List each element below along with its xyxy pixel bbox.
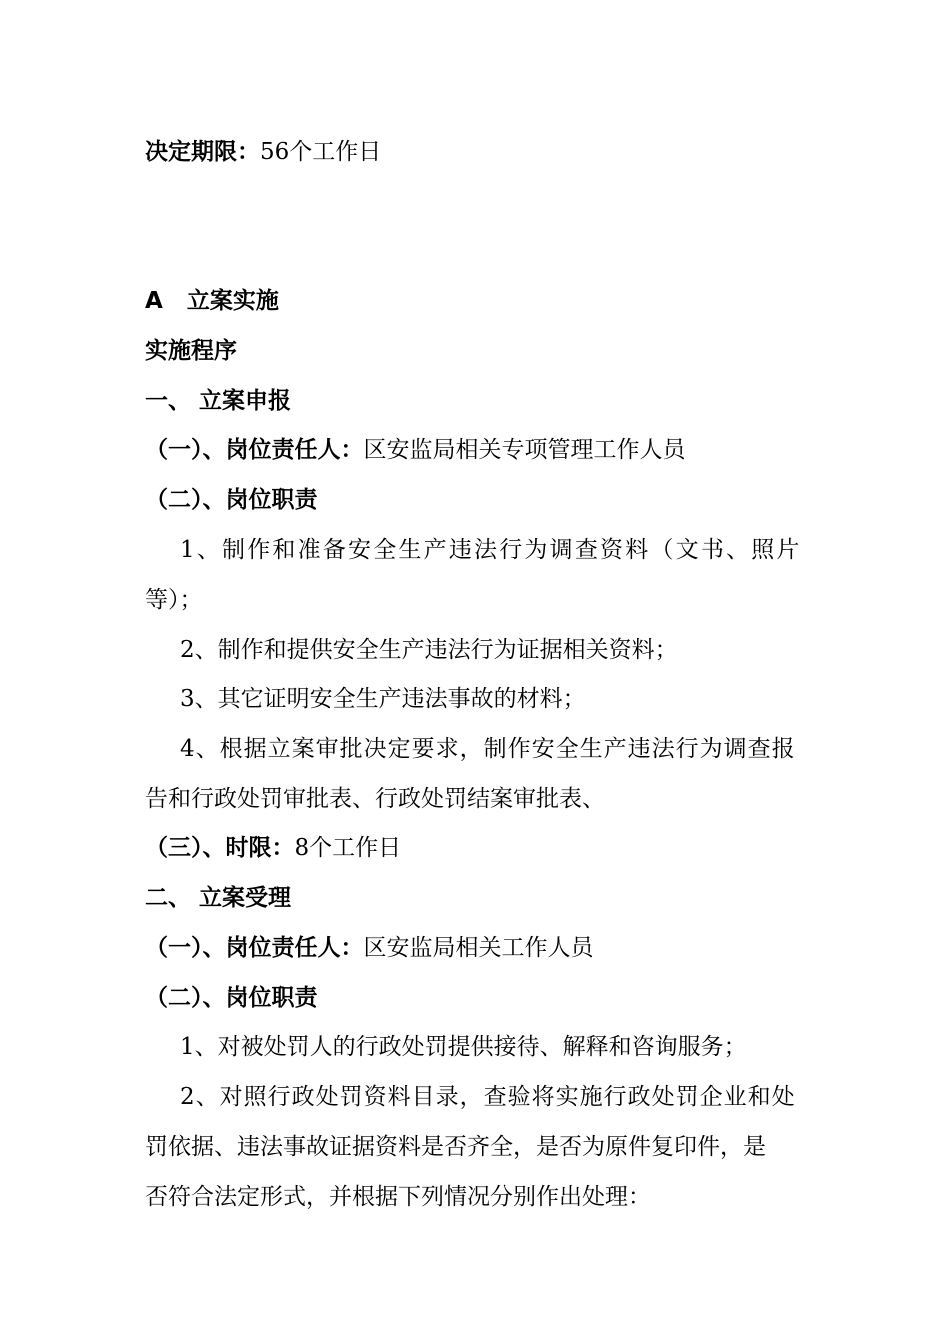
step1-item-4-cont: 告和行政处罚审批表、行政处罚结案审批表、 [145, 786, 605, 812]
step1-resp-value: 区安监局相关专项管理工作人员 [363, 437, 686, 463]
step2-resp-value: 区安监局相关工作人员 [363, 935, 594, 961]
step2-heading: 二、 立案受理 [145, 885, 292, 911]
step1-time-label: （三）、时限： [145, 835, 295, 861]
section-a-heading [145, 285, 810, 317]
step1-time-value: 8个工作日 [294, 835, 402, 861]
section-title: 立案实施 [186, 288, 279, 314]
step2-item-2-cont: 罚依据、违法事故证据资料是否齐全，是否为原件复印件，是 [145, 1134, 766, 1160]
deadline-label: 决定期限： [145, 139, 260, 165]
procedure-title: 实施程序 [145, 338, 237, 364]
section-letter: A [145, 288, 163, 314]
step2-item-2-cont2: 否符合法定形式，并根据下列情况分别作出处理： [145, 1184, 651, 1210]
step2-item-1: 1、对被处罚人的行政处罚提供接待、解释和咨询服务； [180, 1034, 747, 1060]
step1-time [145, 832, 810, 864]
step1-duty-label: （二）、岗位职责 [145, 487, 318, 513]
deadline-line [145, 136, 810, 168]
step2-duty-label: （二）、岗位职责 [145, 985, 318, 1011]
step1-item-1-cont: 等）； [145, 587, 203, 613]
step1-heading: 一、 立案申报 [145, 388, 292, 414]
step1-item-2: 2、制作和提供安全生产违法行为证据相关资料； [180, 637, 678, 663]
step2-item-2: 2、对照行政处罚资料目录，查验将实施行政处罚企业和处 [180, 1084, 796, 1110]
step2-responsible [145, 932, 810, 964]
step1-responsible [145, 434, 810, 466]
deadline-value: 56个工作日 [260, 139, 382, 165]
step1-item-3: 3、其它证明安全生产违法事故的材料； [180, 686, 586, 712]
step1-resp-label: （一）、岗位责任人： [145, 437, 364, 463]
step1-item-1: 1、制作和准备安全生产违法行为调查资料（文书、照片 [180, 537, 802, 563]
step2-resp-label: （一）、岗位责任人： [145, 935, 364, 961]
step1-item-4: 4、根据立案审批决定要求，制作安全生产违法行为调查报 [180, 736, 796, 762]
